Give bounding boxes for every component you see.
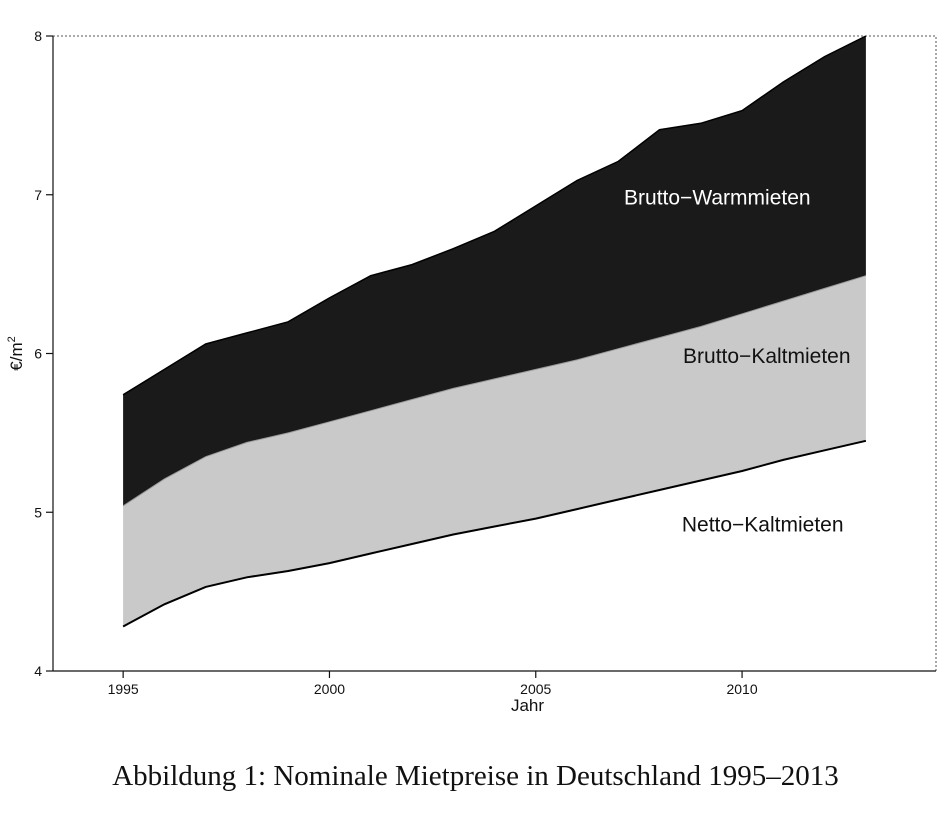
y-tick-label: 8 <box>34 28 42 44</box>
label-brutto-warmmieten: Brutto−Warmmieten <box>624 186 811 210</box>
x-tick-label: 2000 <box>313 681 346 697</box>
x-tick-label: 1995 <box>107 681 139 697</box>
y-axis-title-unit: €/m <box>7 342 26 371</box>
y-axis-title <box>6 336 26 370</box>
x-axis-title: Jahr <box>510 696 545 715</box>
y-tick-label: 4 <box>34 663 42 679</box>
y-tick-label: 7 <box>34 186 42 203</box>
x-tick-label: 2010 <box>726 681 758 697</box>
figure-caption: Abbildung 1: Nominale Mietpreise in Deutschland 1995–2013 <box>112 760 839 792</box>
y-axis-title-superscript: 2 <box>6 336 18 343</box>
label-netto-kaltmieten: Netto−Kaltmieten <box>681 513 844 537</box>
label-brutto-kaltmieten: Brutto−Kaltmieten <box>683 345 851 368</box>
x-tick-label: 2005 <box>520 681 552 697</box>
svg-text:€/m2 <box>6 336 26 370</box>
y-tick-label: 6 <box>34 345 42 362</box>
y-tick-label: 5 <box>34 504 42 521</box>
